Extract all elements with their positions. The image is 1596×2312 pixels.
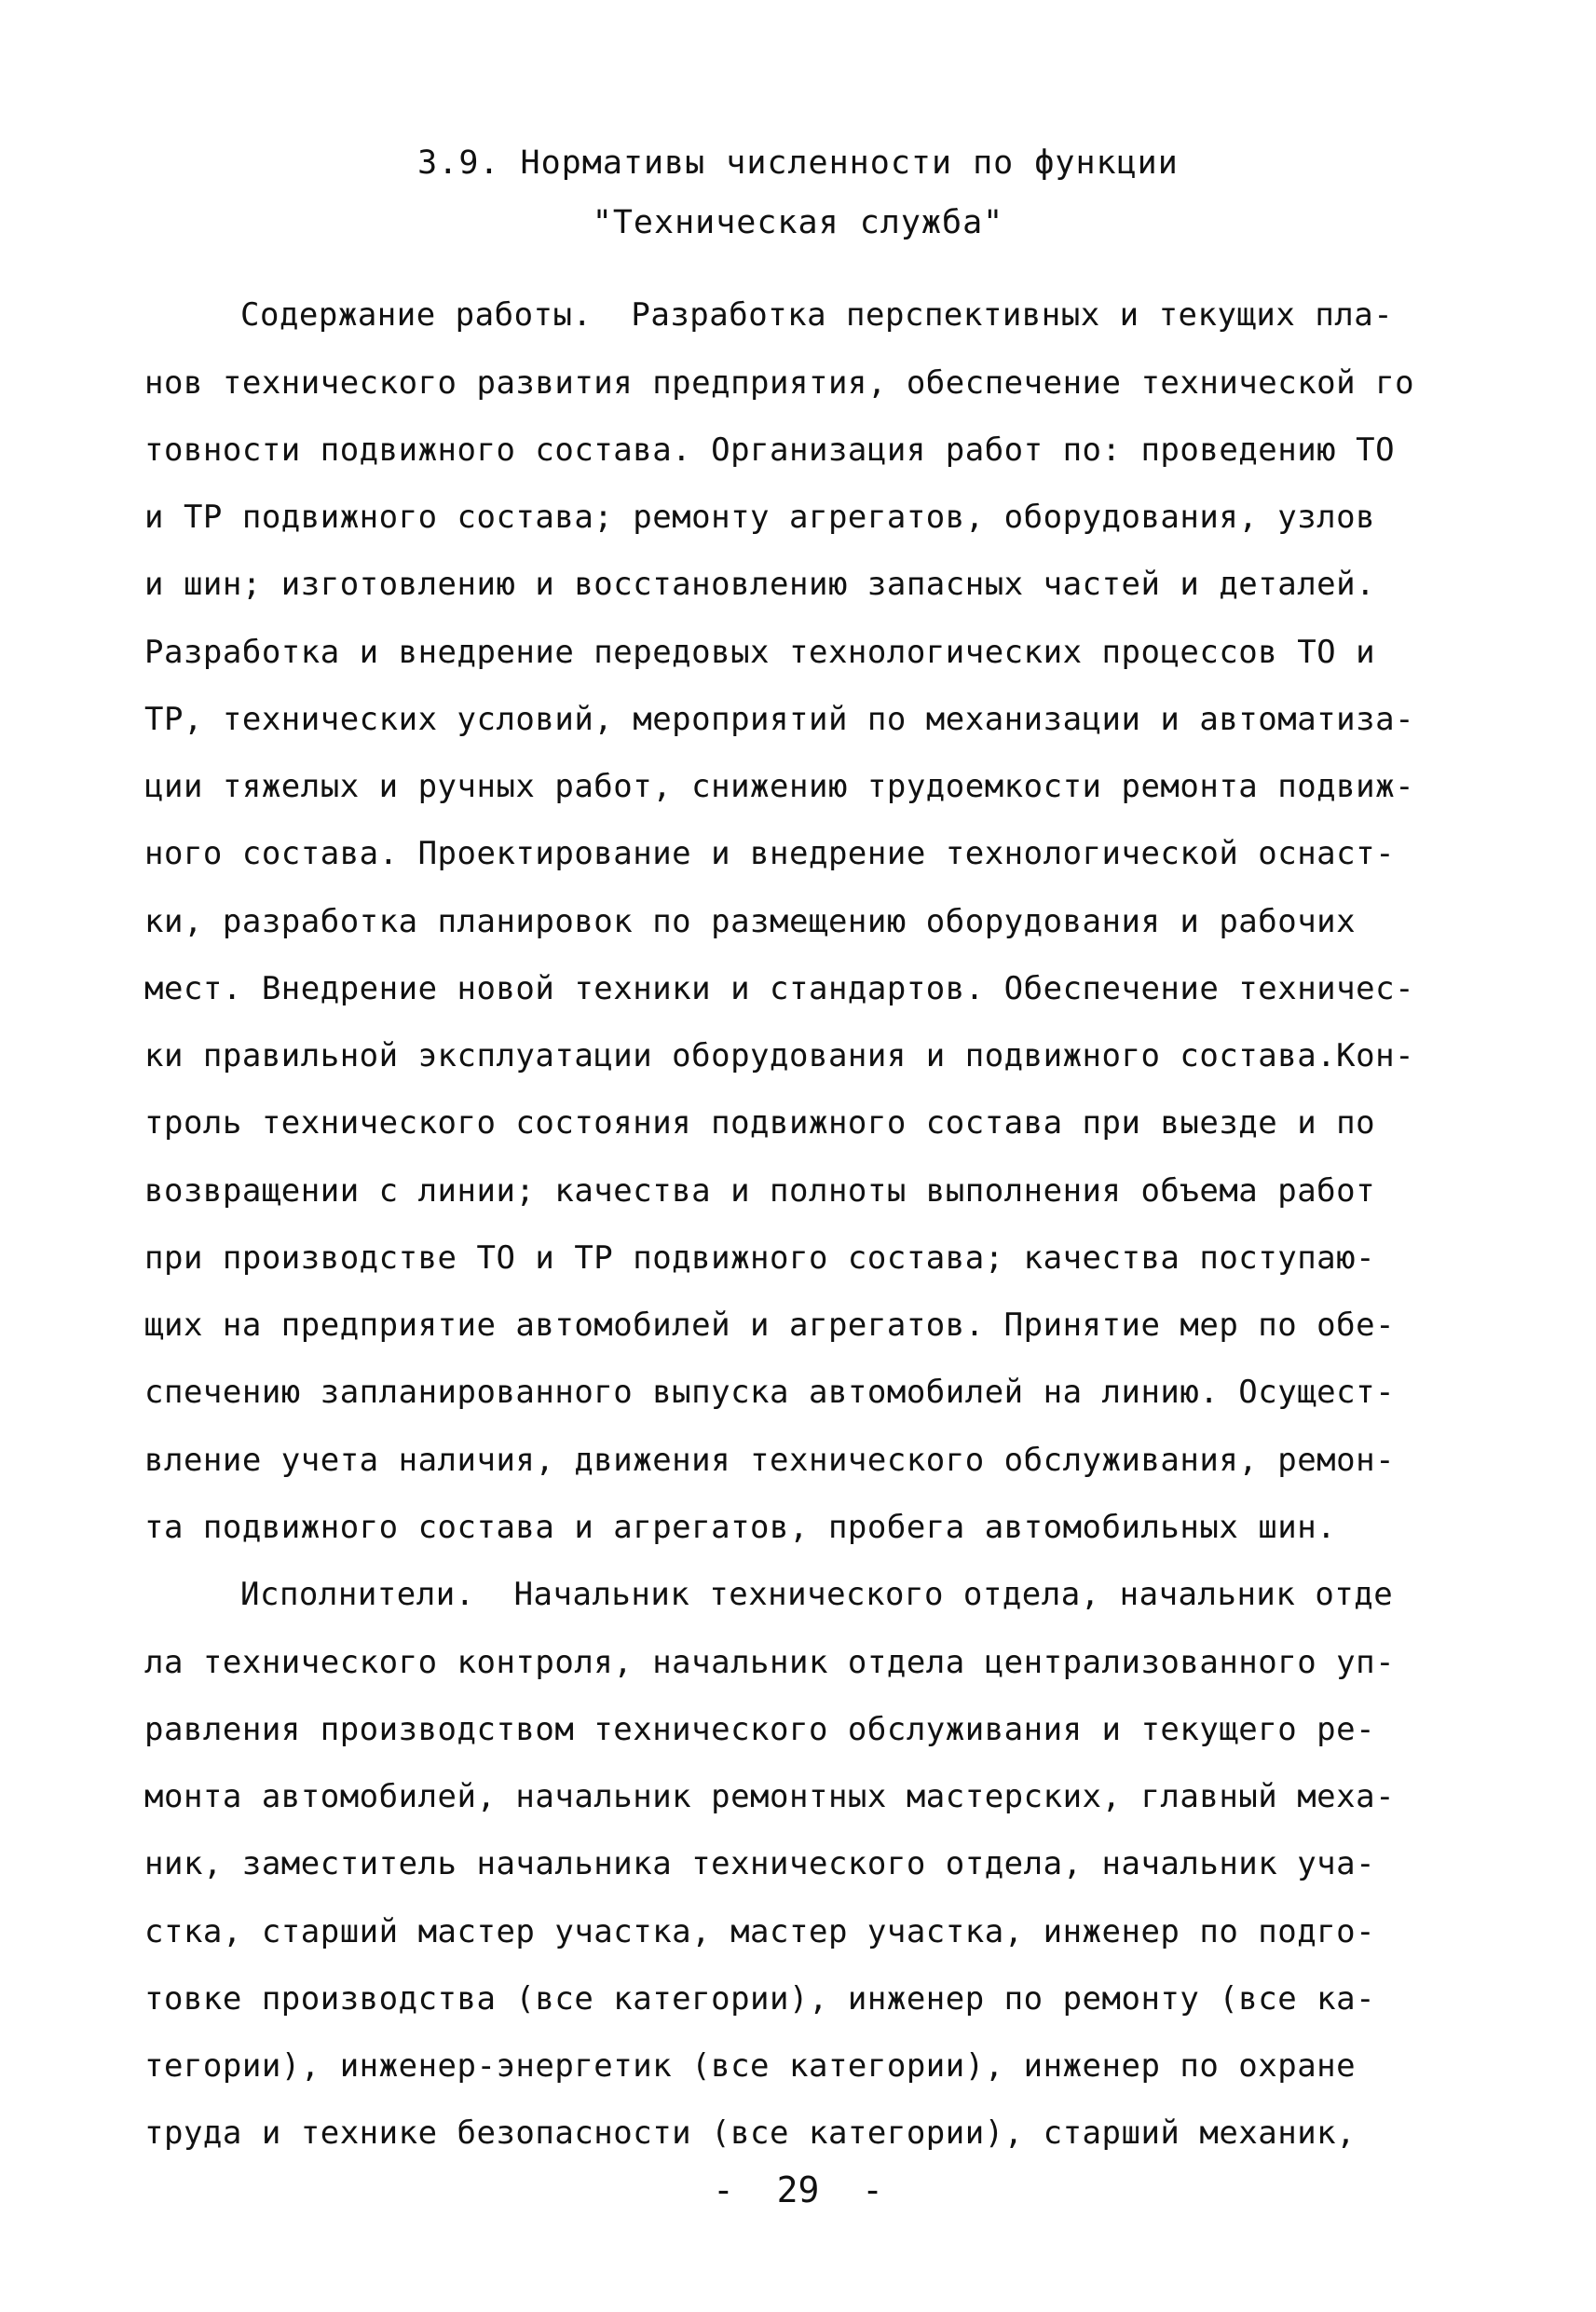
- text-line-content: и шин; изготовлению и восстановлению запасных частей и деталей.: [144, 566, 1376, 603]
- text-line-content: троль технического состояния подвижного состава при выезде и по: [144, 1104, 1376, 1142]
- text-line-content: возвращении с линии; качества и полноты выполнения объема работ: [144, 1172, 1376, 1210]
- text-line-content: труда и технике безопасности (все категории), старший механик,: [144, 2114, 1357, 2152]
- text-line-content: ник, заместитель начальника технического отдела, начальник уча-: [144, 1845, 1376, 1882]
- section-heading-line-1: 3.9. Нормативы численности по функции: [417, 144, 1179, 182]
- text-line-content: товке производства (все категории), инженер по ремонту (все ка-: [144, 1980, 1376, 2018]
- text-line-content: ки правильной эксплуатации оборудования и подвижного состава.Кон-: [144, 1037, 1415, 1074]
- section-heading-line-2: "Техническая служба": [592, 204, 1004, 241]
- text-line-content: спечению запланированного выпуска автомобилей на линию. Осущест-: [144, 1374, 1396, 1411]
- text-line-content: ки, разработка планировок по размещению оборудования и рабочих: [144, 903, 1357, 940]
- text-line-content: вление учета наличия, движения технического обслуживания, ремон-: [144, 1442, 1396, 1479]
- text-line-content: стка, старший мастер участка, мастер участка, инженер по подго-: [144, 1913, 1376, 1950]
- text-line-content: товности подвижного состава. Организация работ по: проведению ТО: [144, 431, 1396, 469]
- text-line-content: равления производством технического обслуживания и текущего ре-: [144, 1711, 1376, 1748]
- text-line-content: Разработка и внедрение передовых технологических процессов ТО и: [144, 634, 1376, 671]
- text-line-content: ла технического контроля, начальник отдела централизованного уп-: [144, 1644, 1396, 1681]
- text-line-content: тегории), инженер-энергетик (все категории), инженер по охране: [144, 2047, 1357, 2085]
- text-line-content: ТР, технических условий, мероприятий по механизации и автоматиза-: [144, 701, 1415, 738]
- text-line-content: мест. Внедрение новой техники и стандартов. Обеспечение техничес-: [144, 970, 1415, 1007]
- text-line-content: щих на предприятие автомобилей и агрегатов. Принятие мер по обе-: [144, 1306, 1396, 1344]
- text-line-content: ного состава. Проектирование и внедрение технологической оснаст-: [144, 835, 1396, 872]
- page-number: - 29 -: [712, 2169, 884, 2210]
- text-line-content: ции тяжелых и ручных работ, снижению трудоемкости ремонта подвиж-: [144, 768, 1415, 805]
- text-line-content: та подвижного состава и агрегатов, пробега автомобильных шин.: [144, 1509, 1337, 1546]
- text-line-content: монта автомобилей, начальник ремонтных мастерских, главный меха-: [144, 1778, 1396, 1815]
- text-line-content: Исполнители. Начальник технического отдела, начальник отде: [240, 1576, 1394, 1613]
- text-line-content: и ТР подвижного состава; ремонту агрегатов, оборудования, узлов: [144, 499, 1376, 536]
- text-line-content: Содержание работы. Разработка перспективных и текущих пла-: [240, 296, 1394, 334]
- text-line-content: при производстве ТО и ТР подвижного состава; качества поступаю-: [144, 1239, 1376, 1277]
- text-line-content: нов технического развития предприятия, обеспечение технической го: [144, 364, 1415, 402]
